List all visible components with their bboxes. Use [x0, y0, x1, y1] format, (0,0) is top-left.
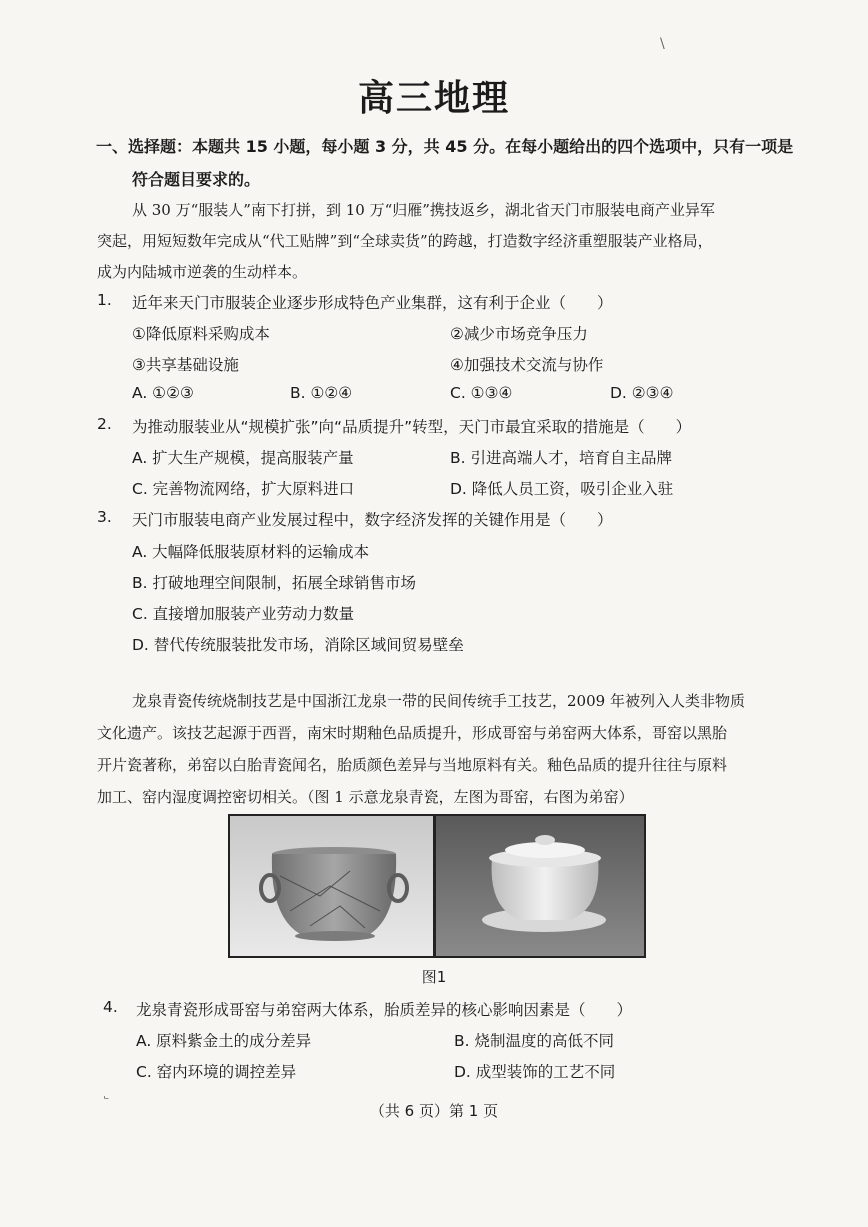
q4-stem: 龙泉青瓷形成哥窑与弟窑两大体系，胎质差异的核心影响因素是（ ）	[136, 1001, 633, 1019]
figure-caption: 图1	[421, 968, 447, 986]
q3-option-b: B. 打破地理空间限制，拓展全球销售市场	[132, 574, 416, 592]
q4-option-b: B. 烧制温度的高低不同	[454, 1032, 614, 1050]
q3-number: 3.	[97, 508, 112, 526]
section-heading-line1: 一、选择题：本题共 15 小题，每小题 3 分，共 45 分。在每小题给出的四个选项中，只有一项是	[96, 137, 794, 156]
passage2-line: 龙泉青瓷传统烧制技艺是中国浙江龙泉一带的民间传统手工技艺，2009 年被列入人类非物质	[132, 692, 745, 710]
q2-option-a: A. 扩大生产规模，提高服装产量	[132, 449, 354, 467]
q2-number: 2.	[97, 415, 112, 433]
passage2-line: 加工、窑内湿度调控密切相关。（图 1 示意龙泉青瓷，左图为哥窑，右图为弟窑）	[97, 788, 634, 806]
page-footer: （共 6 页）第 1 页	[369, 1102, 499, 1120]
scan-mark: \	[660, 36, 665, 52]
q4-option-a: A. 原料紫金土的成分差异	[136, 1032, 312, 1050]
passage1-line: 成为内陆城市逆袭的生动样本。	[97, 263, 308, 281]
q1-item: ④加强技术交流与协作	[450, 356, 604, 374]
q1-item: ③共享基础设施	[132, 356, 239, 374]
pen-mark: ˾	[104, 1085, 109, 1099]
q2-option-d: D. 降低人员工资，吸引企业入驻	[450, 480, 674, 498]
passage2-line: 文化遗产。该技艺起源于西晋，南宋时期釉色品质提升，形成哥窑与弟窑两大体系，哥窑以黑胎	[97, 724, 728, 742]
section-heading-line2: 符合题目要求的。	[132, 170, 261, 189]
passage2-line: 开片瓷著称，弟窑以白胎青瓷闻名，胎质颜色差异与当地原料有关。釉色品质的提升往往与原料	[97, 756, 728, 774]
q3-stem: 天门市服装电商产业发展过程中，数字经济发挥的关键作用是（ ）	[132, 511, 613, 529]
q1-stem: 近年来天门市服装企业逐步形成特色产业集群，这有利于企业（ ）	[132, 294, 613, 312]
q1-item: ②减少市场竞争压力	[450, 325, 588, 343]
q4-number: 4.	[103, 998, 118, 1016]
q2-option-b: B. 引进高端人才，培育自主品牌	[450, 449, 672, 467]
q4-option-c: C. 窑内环境的调控差异	[136, 1063, 297, 1081]
q1-number: 1.	[97, 291, 112, 309]
q3-option-c: C. 直接增加服装产业劳动力数量	[132, 605, 355, 623]
q3-option-d: D. 替代传统服装批发市场，消除区域间贸易壁垒	[132, 636, 464, 654]
q1-option-d: D. ②③④	[610, 384, 674, 402]
q2-option-c: C. 完善物流网络，扩大原料进口	[132, 480, 355, 498]
q3-option-a: A. 大幅降低服装原材料的运输成本	[132, 543, 370, 561]
q1-option-a: A. ①②③	[132, 384, 194, 402]
q2-stem: 为推动服装业从“规模扩张”向“品质提升”转型，天门市最宜采取的措施是（ ）	[132, 418, 692, 436]
passage1-line: 从 30 万“服装人”南下打拼，到 10 万“归雁”携技返乡，湖北省天门市服装电商产业异军	[132, 201, 715, 219]
celadon-photos	[230, 816, 644, 956]
page-title: 高三地理	[357, 78, 510, 119]
passage1-line: 突起，用短短数年完成从“代工贴牌”到“全球卖货”的跨越，打造数字经济重塑服装产业格局，	[97, 232, 713, 250]
ge-kiln-vessel	[272, 854, 396, 934]
q4-option-d: D. 成型装饰的工艺不同	[454, 1063, 616, 1081]
figure-1	[228, 814, 646, 958]
q1-option-c: C. ①③④	[450, 384, 513, 402]
di-kiln-cup	[492, 858, 599, 920]
q1-item: ①降低原料采购成本	[132, 325, 270, 343]
q1-option-b: B. ①②④	[290, 384, 353, 402]
